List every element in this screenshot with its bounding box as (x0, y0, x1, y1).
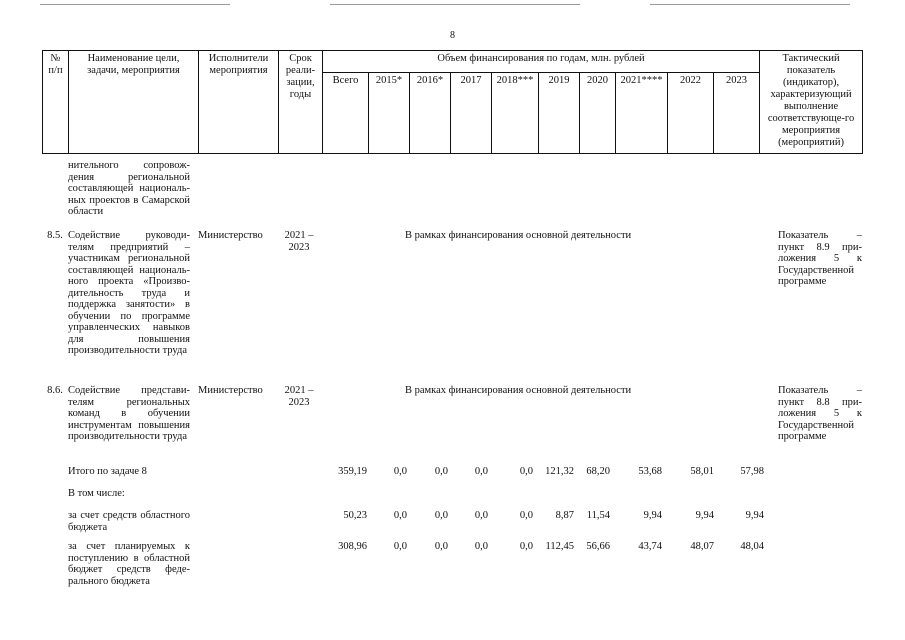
value-cell: 0,0 (434, 466, 448, 477)
value-cell: 121,32 (545, 466, 574, 477)
value-cell: 48,04 (740, 541, 764, 552)
top-rule-right (650, 4, 850, 5)
value-cell: 0,0 (434, 510, 448, 521)
header-year: 2022 (668, 73, 714, 154)
row-name: Содействие руководи-телям предприятий – участникам региональной составляющей националь-ного проекта «Произво-дительность труда и поддержка занятости» в обучении по программе управленческих навыков для повышения производительности труда (68, 230, 190, 356)
header-year: Всего (323, 73, 369, 154)
row-name: Итого по задаче 8 (68, 466, 147, 477)
value-cell: 57,98 (740, 466, 764, 477)
header-year: 2021**** (616, 73, 668, 154)
row-funding-note: В рамках финансирования основной деятельности (405, 230, 632, 241)
value-cell: 50,23 (343, 510, 367, 521)
top-rule-left (40, 4, 230, 5)
value-cell: 8,87 (555, 510, 574, 521)
value-cell: 0,0 (474, 541, 488, 552)
value-cell: 0,0 (474, 466, 488, 477)
value-cell: 359,19 (338, 466, 367, 477)
row-name: нительного сопровож-дения региональной составляющей националь-ных проектов в Самарской области (68, 160, 190, 217)
row-executor: Министерство (198, 230, 263, 241)
table-header (42, 50, 863, 154)
value-cell: 58,01 (690, 466, 714, 477)
value-cell: 56,66 (586, 541, 610, 552)
value-cell: 0,0 (434, 541, 448, 552)
row-executor: Министерство (198, 385, 263, 396)
top-rule-mid (330, 4, 580, 5)
header-year: 2020 (580, 73, 616, 154)
value-cell: 9,94 (643, 510, 662, 521)
header-exec: Исполнители мероприятия (199, 51, 279, 154)
header-indicator: Тактический показатель (индикатор), характеризующий выполнение соответствующе-го мероприятия (мероприятий) (760, 51, 863, 154)
value-cell: 53,68 (638, 466, 662, 477)
value-cell: 0,0 (393, 541, 407, 552)
value-cell: 0,0 (519, 510, 533, 521)
row-indicator: Показатель – пункт 8.8 при-ложения 5 к Государственной программе (778, 385, 862, 442)
value-cell: 112,45 (545, 541, 574, 552)
value-cell: 11,54 (586, 510, 610, 521)
row-term: 2021 – 2023 (284, 385, 314, 408)
row-num: 8.6. (47, 385, 63, 396)
row-indicator: Показатель – пункт 8.9 при-ложения 5 к Государственной программе (778, 230, 862, 287)
value-cell: 48,07 (690, 541, 714, 552)
value-cell: 0,0 (393, 466, 407, 477)
header-year: 2023 (714, 73, 760, 154)
value-cell: 0,0 (393, 510, 407, 521)
value-cell: 0,0 (474, 510, 488, 521)
header-name: Наименование цели, задачи, мероприятия (69, 51, 199, 154)
value-cell: 43,74 (638, 541, 662, 552)
header-term: Срок реали-зации, годы (279, 51, 323, 154)
header-year: 2017 (451, 73, 492, 154)
header-year: 2018*** (492, 73, 539, 154)
value-cell: 308,96 (338, 541, 367, 552)
row-name: за счет средств областного бюджета (68, 510, 190, 533)
value-cell: 68,20 (586, 466, 610, 477)
header-num: № п/п (43, 51, 69, 154)
row-name: В том числе: (68, 488, 125, 499)
row-funding-note: В рамках финансирования основной деятельности (405, 385, 632, 396)
value-cell: 9,94 (695, 510, 714, 521)
row-name: Содействие представи-телям региональных команд в обучении инструментам повышения производительности труда (68, 385, 190, 442)
value-cell: 0,0 (519, 541, 533, 552)
value-cell: 9,94 (745, 510, 764, 521)
row-term: 2021 – 2023 (284, 230, 314, 253)
header-funding: Объем финансирования по годам, млн. рублей (323, 51, 760, 73)
row-name: за счет планируемых к поступлению в областной бюджет средств феде-рального бюджета (68, 541, 190, 587)
value-cell: 0,0 (519, 466, 533, 477)
header-year: 2019 (539, 73, 580, 154)
row-num: 8.5. (47, 230, 63, 241)
page-number: 8 (450, 30, 455, 41)
header-year: 2015* (369, 73, 410, 154)
header-year: 2016* (410, 73, 451, 154)
